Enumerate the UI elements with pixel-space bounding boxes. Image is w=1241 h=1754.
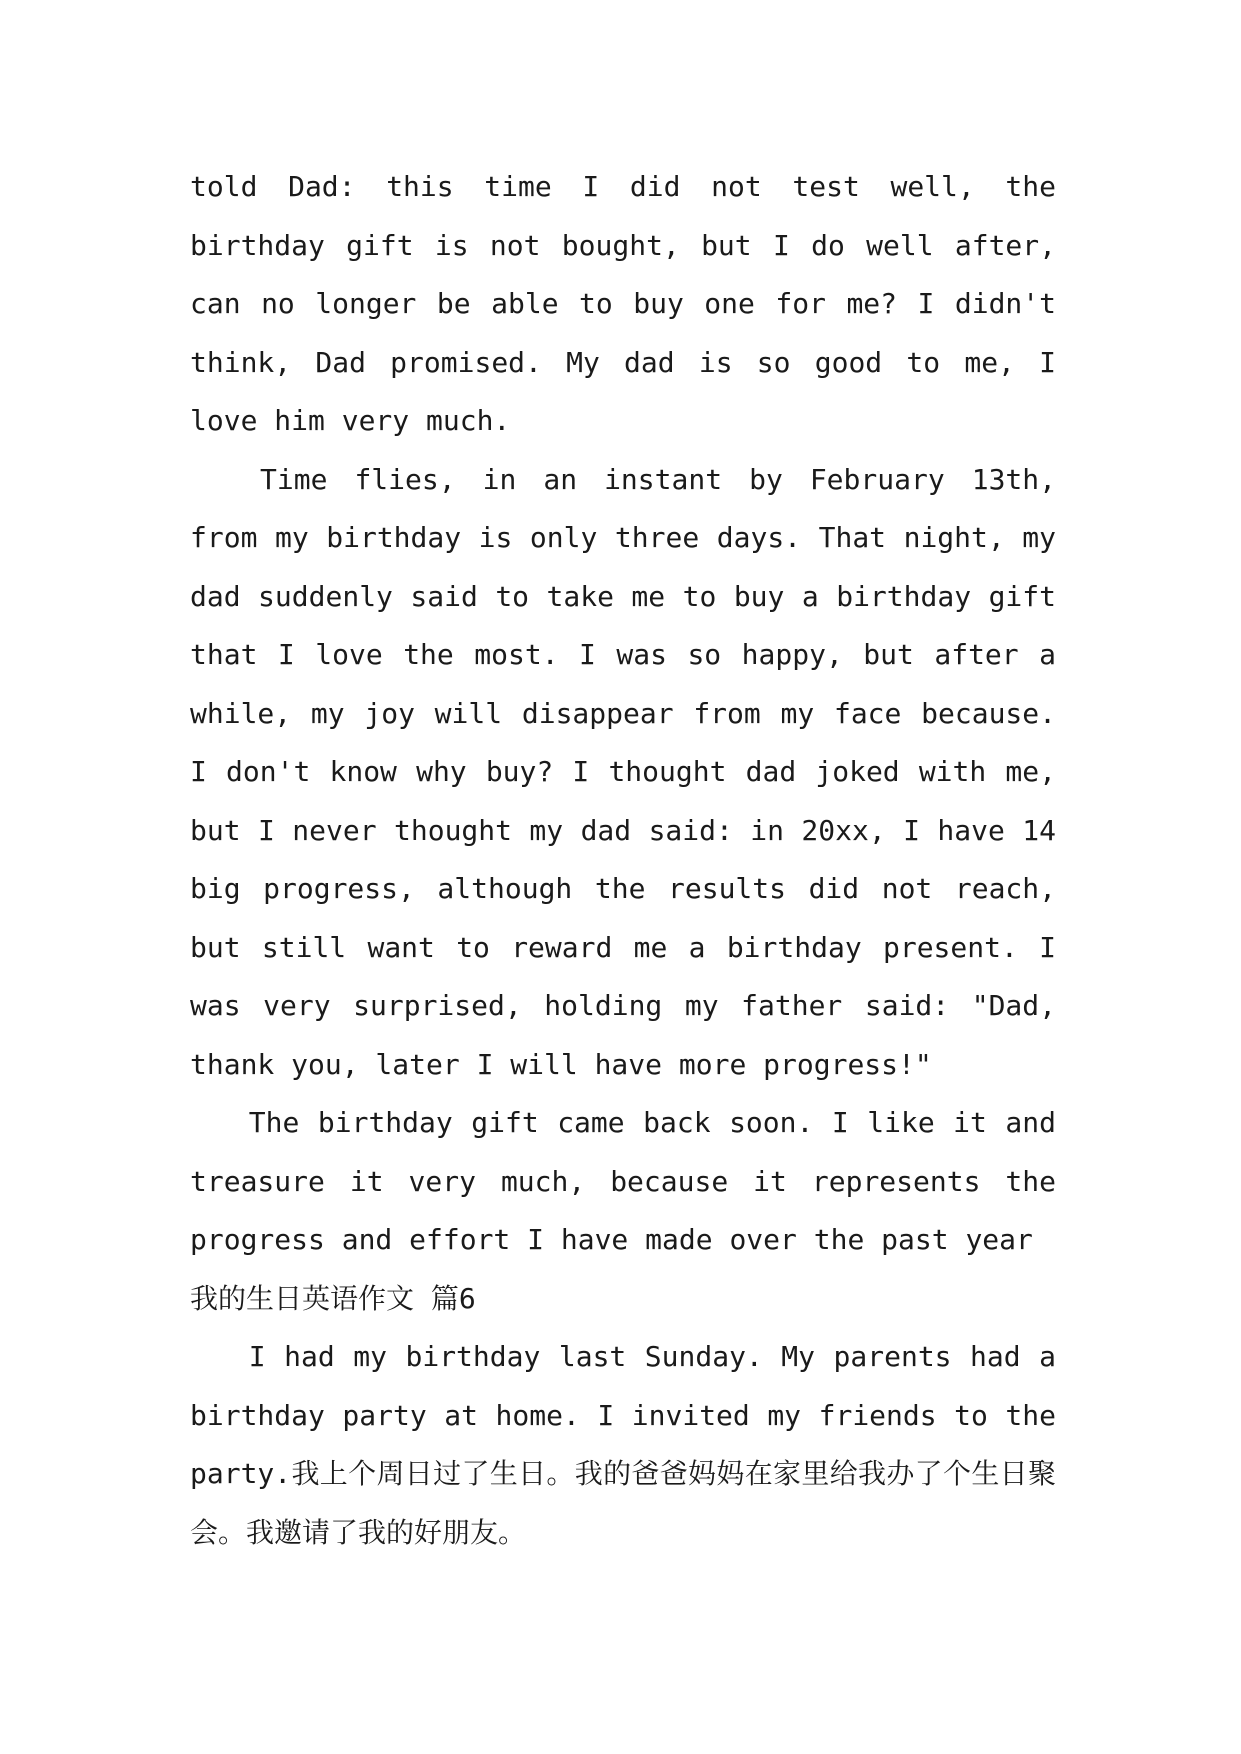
section-heading: 我的生日英语作文 篇6 [190, 1281, 476, 1315]
paragraph-last-sunday: I had my birthday last Sunday. My parents had a birthday party at home. I invited my friends to the party.我上个周日过了生日。我的爸爸妈妈在家里给我办了个生日聚会。我邀请了我的好朋友。 [190, 1340, 1056, 1549]
paragraph-gift-came-back: The birthday gift came back soon. I like it and treasure it very much, because it represents the progress and effort I have made over the past year [190, 1106, 1056, 1256]
paragraph-time-flies: Time flies, in an instant by February 13th, from my birthday is only three days. That night, my dad suddenly said to take me to buy a birthday gift that I love the most. I was so happy, but after a while, my joy will disappear from my face because. I don't know why buy? I thought dad joked with me, but I never thought my dad said: in 20xx, I have 14 big progress, although the results did not reach, but still want to reward me a birthday present. I was very surprised, holding my father said: "Dad, thank you, later I will have more progress!" [190, 462, 1056, 1081]
document-body [190, 158, 1056, 1562]
paragraph-continued: told Dad: this time I did not test well, the birthday gift is not bought, but I do well after, can no longer be able to buy one for me? I didn't think, Dad promised. My dad is so good to me, I love him very much. [190, 170, 1056, 437]
